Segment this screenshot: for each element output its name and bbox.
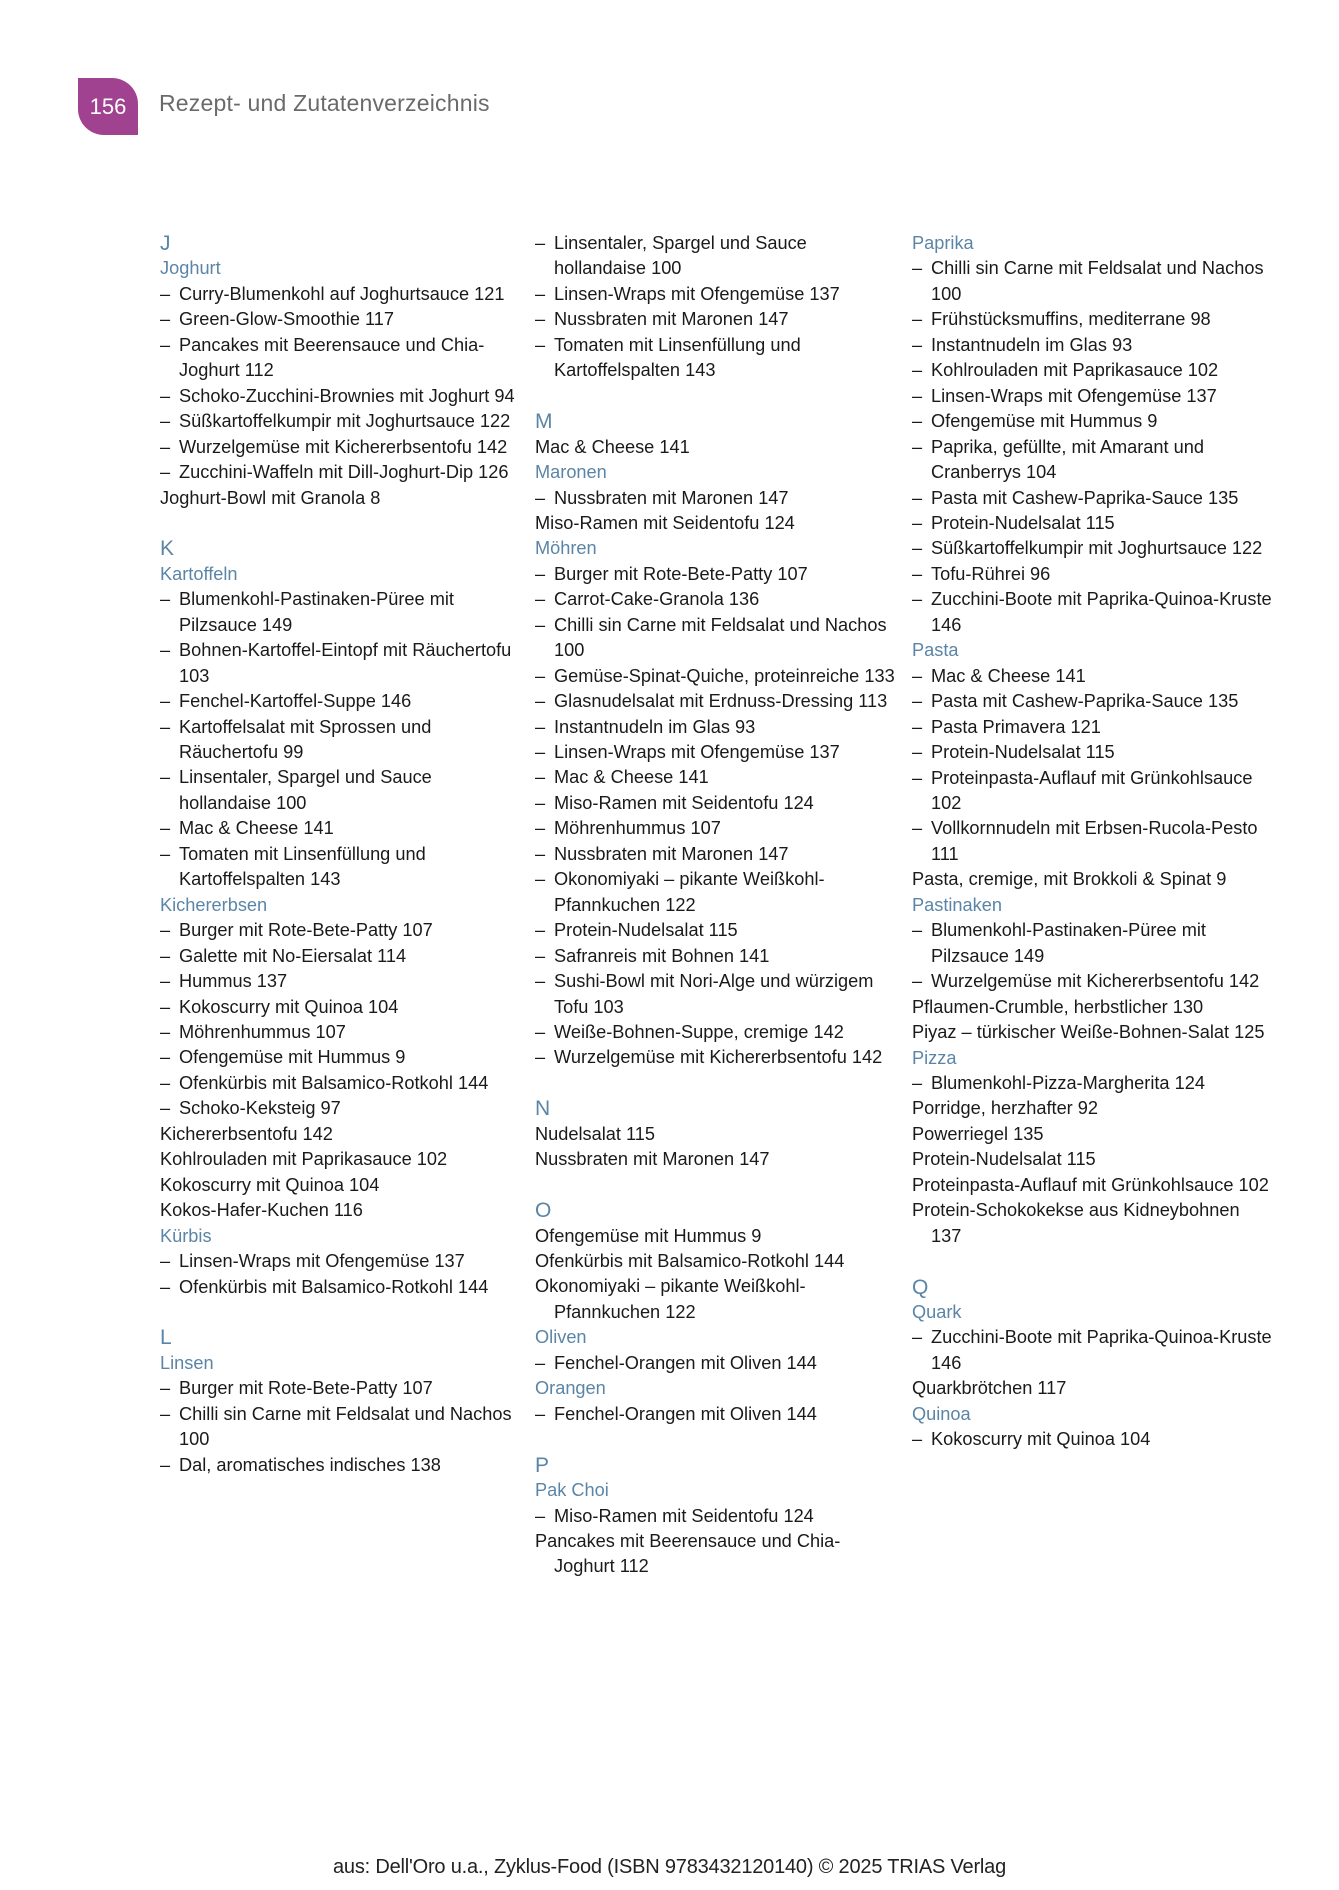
subentry-text: Safranreis mit Bohnen 141 [554,945,770,966]
dash-bullet-icon: – [535,665,546,686]
index-entry: Protein-Nudelsalat 115 [912,1149,1096,1170]
subentry-text: Miso-Ramen mit Seidentofu 124 [554,1505,814,1526]
subentry-text: Wurzelgemüse mit Kichererbsentofu 142 [931,971,1260,992]
subentry-text: Pasta mit Cashew-Paprika-Sauce 135 [931,691,1239,712]
ingredient-heading: Möhren [535,538,597,559]
dash-bullet-icon: – [912,385,923,406]
dash-bullet-icon: – [535,233,546,253]
index-subentry [912,384,1272,409]
index-entry: Pflaumen-Crumble, herbstlicher 130 [912,996,1204,1017]
dash-bullet-icon: – [160,385,171,406]
subentry-text: Glasnudelsalat mit Erdnuss-Dressing 113 [554,691,888,712]
index-subentry [912,740,1272,765]
subentry-text: Chilli sin Carne mit Feldsalat und Nachos 100 [179,1403,512,1450]
subentry-text: Proteinpasta-Auflauf mit Grünkohlsauce 102 [931,767,1253,813]
dash-bullet-icon: – [160,996,171,1017]
subentry-text: Kartoffelsalat mit Sprossen und Räuchertofu 99 [179,716,432,763]
dash-bullet-icon: – [160,283,171,304]
index-subentry [535,282,895,307]
ingredient-heading: Oliven [535,1327,587,1348]
letter-heading: Q [912,1275,929,1299]
subentry-text: Frühstücksmuffins, mediterrane 98 [931,309,1211,330]
ingredient-heading: Kürbis [160,1225,212,1246]
index-subentry [160,689,520,714]
index-entry: Okonomiyaki – pikante Weißkohl-Pfannkuchen 122 [535,1276,806,1322]
index-subentry [160,587,520,638]
index-entry: Powerriegel 135 [912,1123,1044,1144]
dash-bullet-icon: – [912,818,923,839]
dash-bullet-icon: – [535,487,546,508]
dash-bullet-icon: – [160,589,171,610]
dash-bullet-icon: – [912,767,923,788]
subentry-text: Ofengemüse mit Hummus 9 [179,1047,406,1068]
subentry-text: Tomaten mit Linsenfüllung und Kartoffelspalten 143 [179,843,426,890]
index-subentry [160,1071,520,1096]
subentry-text: Ofenkürbis mit Balsamico-Rotkohl 144 [179,1072,489,1093]
subentry-text: Wurzelgemüse mit Kichererbsentofu 142 [179,436,508,457]
subentry-text: Fenchel-Orangen mit Oliven 144 [554,1403,817,1424]
dash-bullet-icon: – [535,843,546,864]
dash-bullet-icon: – [535,945,546,966]
subentry-text: Hummus 137 [179,971,288,992]
ingredient-heading: Kichererbsen [160,894,268,915]
index-subentry [160,969,520,994]
subentry-text: Sushi-Bowl mit Nori-Alge und würzigem Tofu 103 [554,971,874,1017]
index-subentry [912,1427,1272,1452]
index-entry: Porridge, herzhafter 92 [912,1098,1099,1119]
dash-bullet-icon: – [535,971,546,992]
dash-bullet-icon: – [912,1072,923,1093]
page-number-badge [78,78,138,135]
letter-heading: O [535,1199,552,1223]
subentry-text: Blumenkohl-Pastinaken-Püree mit Pilzsauce 149 [931,920,1206,966]
index-entry: Pasta, cremige, mit Brokkoli & Spinat 9 [912,869,1227,890]
subentry-text: Chilli sin Carne mit Feldsalat und Nachos 100 [931,258,1264,304]
dash-bullet-icon: – [912,742,923,763]
index-subentry [160,460,520,485]
index-subentry [160,1045,520,1070]
ingredient-heading: Pizza [912,1047,957,1068]
dash-bullet-icon: – [535,1047,546,1068]
subentry-text: Protein-Nudelsalat 115 [931,512,1115,533]
index-subentry [912,333,1272,358]
index-subentry [160,435,520,460]
dash-bullet-icon: – [535,742,546,763]
ingredient-heading: Kartoffeln [160,563,238,584]
source-footer: aus: Dell'Oro u.a., Zyklus-Food (ISBN 9783432120140) © 2025 TRIAS Verlag [332,1856,1007,1878]
subentry-text: Miso-Ramen mit Seidentofu 124 [554,792,814,813]
index-entry: Nudelsalat 115 [535,1123,655,1144]
subentry-text: Carrot-Cake-Granola 136 [554,589,760,610]
subentry-text: Kokoscurry mit Quinoa 104 [931,1429,1151,1450]
index-subentry [160,918,520,943]
dash-bullet-icon: – [912,589,923,610]
index-subentry [535,1402,895,1427]
index-subentry [912,689,1272,714]
ingredient-heading: Linsen [160,1352,214,1373]
dash-bullet-icon: – [912,665,923,686]
index-subentry [535,333,895,384]
index-subentry [535,231,895,282]
subentry-text: Kokoscurry mit Quinoa 104 [179,996,399,1017]
dash-bullet-icon: – [160,1403,171,1424]
dash-bullet-icon: – [160,843,171,864]
ingredient-heading: Orangen [535,1378,606,1399]
dash-bullet-icon: – [912,487,923,508]
index-entry: Protein-Schokokekse aus Kidneybohnen 137 [912,1200,1240,1246]
index-subentry [912,435,1272,486]
index-subentry [912,511,1272,536]
dash-bullet-icon: – [912,971,923,992]
dash-bullet-icon: – [160,1047,171,1068]
subentry-text: Chilli sin Carne mit Feldsalat und Nachos 100 [554,614,887,661]
dash-bullet-icon: – [535,716,546,737]
subentry-text: Mac & Cheese 141 [554,767,709,788]
index-subentry [535,1504,895,1529]
subentry-text: Tomaten mit Linsenfüllung und Kartoffelspalten 143 [554,334,801,381]
index-entry: Ofenkürbis mit Balsamico-Rotkohl 144 [535,1251,845,1272]
dash-bullet-icon: – [160,334,171,355]
index-subentry [535,1020,895,1045]
dash-bullet-icon: – [160,920,171,941]
index-subentry [535,307,895,332]
index-subentry [160,282,520,307]
subentry-text: Wurzelgemüse mit Kichererbsentofu 142 [554,1047,883,1068]
index-subentry [160,1096,520,1121]
dash-bullet-icon: – [912,563,923,584]
dash-bullet-icon: – [912,360,923,381]
dash-bullet-icon: – [535,920,546,941]
subentry-text: Pancakes mit Beerensauce und Chia-Joghurt 112 [179,334,485,381]
subentry-text: Süßkartoffelkumpir mit Joghurtsauce 122 [931,538,1263,559]
subentry-text: Linsentaler, Spargel und Sauce hollandaise 100 [179,767,432,813]
ingredient-heading: Joghurt [160,258,221,279]
ingredient-heading: Quark [912,1302,962,1322]
dash-bullet-icon: – [912,1327,923,1348]
subentry-text: Möhrenhummus 107 [554,818,721,839]
ingredient-heading: Pak Choi [535,1480,609,1501]
index-subentry [160,409,520,434]
index-subentry [160,842,520,893]
index-subentry [160,1376,520,1401]
dash-bullet-icon: – [912,920,923,941]
index-subentry [535,689,895,714]
ingredient-heading: Pastinaken [912,894,1002,915]
subentry-text: Mac & Cheese 141 [931,665,1086,686]
subentry-text: Pasta Primavera 121 [931,716,1101,737]
index-subentry [535,1351,895,1376]
dash-bullet-icon: – [912,334,923,355]
subentry-text: Ofenkürbis mit Balsamico-Rotkohl 144 [179,1276,489,1297]
subentry-text: Linsentaler, Spargel und Sauce hollandaise 100 [554,233,807,279]
index-subentry [535,765,895,790]
index-subentry [160,995,520,1020]
index-subentry [160,765,520,816]
subentry-text: Zucchini-Waffeln mit Dill-Joghurt-Dip 126 [179,462,509,483]
index-subentry [912,307,1272,332]
subentry-text: Schoko-Keksteig 97 [179,1098,341,1119]
index-subentry [912,1325,1272,1376]
dash-bullet-icon: – [912,309,923,330]
index-column-1 [160,231,520,1478]
index-subentry [160,1402,520,1453]
dash-bullet-icon: – [160,1276,171,1297]
subentry-text: Zucchini-Boote mit Paprika-Quinoa-Kruste 146 [931,589,1272,635]
subentry-text: Protein-Nudelsalat 115 [931,742,1115,763]
index-subentry [912,358,1272,383]
index-subentry [912,256,1272,307]
dash-bullet-icon: – [160,1098,171,1119]
index-subentry [160,384,520,409]
dash-bullet-icon: – [160,818,171,839]
index-subentry [160,1020,520,1045]
ingredient-heading: Maronen [535,462,607,483]
index-subentry [535,842,895,867]
index-entry: Kokos-Hafer-Kuchen 116 [160,1200,363,1221]
index-subentry [535,867,895,918]
index-subentry [535,918,895,943]
index-subentry [160,715,520,766]
index-subentry [535,1045,895,1070]
index-column-2 [535,231,895,1580]
dash-bullet-icon: – [535,818,546,839]
subentry-text: Blumenkohl-Pastinaken-Püree mit Pilzsauce 149 [179,589,454,635]
index-subentry [535,944,895,969]
index-subentry [535,587,895,612]
index-subentry [535,740,895,765]
dash-bullet-icon: – [535,1022,546,1043]
index-subentry [535,969,895,1020]
letter-heading: M [535,410,553,434]
ingredient-heading: Quinoa [912,1403,971,1424]
subentry-text: Fenchel-Orangen mit Oliven 144 [554,1352,817,1373]
letter-heading: P [535,1453,550,1477]
dash-bullet-icon: – [160,691,171,712]
subentry-text: Burger mit Rote-Bete-Patty 107 [554,563,808,584]
index-entry: Joghurt-Bowl mit Granola 8 [160,487,381,508]
subentry-text: Schoko-Zucchini-Brownies mit Joghurt 94 [179,385,515,406]
subentry-text: Tofu-Rührei 96 [931,563,1051,584]
index-entry: Kichererbsentofu 142 [160,1123,333,1144]
dash-bullet-icon: – [160,309,171,330]
index-subentry [160,1249,520,1274]
dash-bullet-icon: – [160,767,171,788]
index-entry: Pancakes mit Beerensauce und Chia-Joghurt 112 [535,1530,841,1577]
index-subentry [160,1453,520,1478]
index-subentry [912,969,1272,994]
subentry-text: Burger mit Rote-Bete-Patty 107 [179,1378,433,1399]
index-subentry [912,816,1272,867]
subentry-text: Curry-Blumenkohl auf Joghurtsauce 121 [179,283,505,304]
dash-bullet-icon: – [535,614,546,635]
letter-heading: K [160,537,175,561]
subentry-text: Vollkornnudeln mit Erbsen-Rucola-Pesto 111 [931,818,1258,864]
subentry-text: Ofengemüse mit Hummus 9 [931,411,1158,432]
index-entry: Nussbraten mit Maronen 147 [535,1149,770,1170]
dash-bullet-icon: – [535,1505,546,1526]
dash-bullet-icon: – [912,691,923,712]
subentry-text: Burger mit Rote-Bete-Patty 107 [179,920,433,941]
index-subentry [160,333,520,384]
index-entry: Proteinpasta-Auflauf mit Grünkohlsauce 102 [912,1174,1269,1195]
index-entry: Miso-Ramen mit Seidentofu 124 [535,512,795,533]
subentry-text: Instantnudeln im Glas 93 [931,334,1133,355]
index-subentry [535,664,895,689]
subentry-text: Nussbraten mit Maronen 147 [554,843,789,864]
letter-heading: J [160,232,171,255]
subentry-text: Protein-Nudelsalat 115 [554,920,738,941]
index-subentry [535,715,895,740]
dash-bullet-icon: – [160,971,171,992]
page-number: 156 [89,93,127,119]
subentry-text: Linsen-Wraps mit Ofengemüse 137 [554,742,840,763]
dash-bullet-icon: – [535,334,546,355]
dash-bullet-icon: – [160,436,171,457]
subentry-text: Blumenkohl-Pizza-Margherita 124 [931,1072,1205,1093]
dash-bullet-icon: – [535,767,546,788]
subentry-text: Pasta mit Cashew-Paprika-Sauce 135 [931,487,1239,508]
index-subentry [535,613,895,664]
index-subentry [912,918,1272,969]
subentry-text: Linsen-Wraps mit Ofengemüse 137 [179,1251,465,1272]
index-entry: Quarkbrötchen 117 [912,1378,1067,1399]
index-entry: Ofengemüse mit Hummus 9 [535,1225,762,1246]
dash-bullet-icon: – [160,411,171,432]
dash-bullet-icon: – [160,716,171,737]
index-entry: Piyaz – türkischer Weiße-Bohnen-Salat 125 [912,1022,1265,1043]
index-subentry [535,791,895,816]
subentry-text: Nussbraten mit Maronen 147 [554,309,789,330]
index-subentry [912,766,1272,817]
dash-bullet-icon: – [912,436,923,457]
index-subentry [912,562,1272,587]
dash-bullet-icon: – [912,1429,923,1450]
dash-bullet-icon: – [535,1403,546,1424]
index-subentry [535,486,895,511]
subentry-text: Fenchel-Kartoffel-Suppe 146 [179,691,412,712]
dash-bullet-icon: – [535,869,546,890]
dash-bullet-icon: – [535,589,546,610]
subentry-text: Paprika, gefüllte, mit Amarant und Cranberrys 104 [931,436,1204,483]
subentry-text: Green-Glow-Smoothie 117 [179,309,394,330]
index-entry: Kohlrouladen mit Paprikasauce 102 [160,1149,448,1170]
index-subentry [912,664,1272,689]
index-subentry [535,562,895,587]
ingredient-heading: Paprika [912,233,974,253]
subentry-text: Bohnen-Kartoffel-Eintopf mit Räuchertofu 103 [179,640,512,686]
dash-bullet-icon: – [160,640,171,661]
index-subentry [912,1071,1272,1096]
dash-bullet-icon: – [912,411,923,432]
subentry-text: Zucchini-Boote mit Paprika-Quinoa-Kruste 146 [931,1327,1272,1373]
index-entry: Kokoscurry mit Quinoa 104 [160,1174,380,1195]
running-title: Rezept- und Zutatenverzeichnis [159,90,490,116]
index-subentry [535,816,895,841]
dash-bullet-icon: – [912,538,923,559]
subentry-text: Okonomiyaki – pikante Weißkohl-Pfannkuchen 122 [554,869,825,915]
index-subentry [160,944,520,969]
index-subentry [160,638,520,689]
index-column-3 [912,231,1272,1453]
index-subentry [160,1275,520,1300]
subentry-text: Dal, aromatisches indisches 138 [179,1454,441,1475]
index-entry: Mac & Cheese 141 [535,436,690,457]
dash-bullet-icon: – [535,1352,546,1373]
dash-bullet-icon: – [160,1454,171,1475]
index-subentry [912,715,1272,740]
index-subentry [912,486,1272,511]
subentry-text: Möhrenhummus 107 [179,1022,346,1042]
dash-bullet-icon: – [535,691,546,712]
dash-bullet-icon: – [160,1072,171,1093]
subentry-text: Kohlrouladen mit Paprikasauce 102 [931,360,1219,381]
index-subentry [160,307,520,332]
subentry-text: Süßkartoffelkumpir mit Joghurtsauce 122 [179,411,511,432]
subentry-text: Linsen-Wraps mit Ofengemüse 137 [554,283,840,304]
dash-bullet-icon: – [912,258,923,279]
dash-bullet-icon: – [160,462,171,483]
dash-bullet-icon: – [160,1378,171,1399]
dash-bullet-icon: – [160,1022,171,1042]
subentry-text: Instantnudeln im Glas 93 [554,716,756,737]
subentry-text: Gemüse-Spinat-Quiche, proteinreiche 133 [554,665,895,686]
dash-bullet-icon: – [535,309,546,330]
letter-heading: L [160,1326,172,1350]
index-subentry [912,409,1272,434]
subentry-text: Linsen-Wraps mit Ofengemüse 137 [931,385,1217,406]
dash-bullet-icon: – [160,945,171,966]
dash-bullet-icon: – [535,283,546,304]
dash-bullet-icon: – [160,1251,171,1272]
index-subentry [912,587,1272,638]
dash-bullet-icon: – [912,716,923,737]
ingredient-heading: Pasta [912,640,959,661]
subentry-text: Nussbraten mit Maronen 147 [554,487,789,508]
dash-bullet-icon: – [535,792,546,813]
dash-bullet-icon: – [535,563,546,584]
index-subentry [912,536,1272,561]
index-subentry [160,816,520,841]
dash-bullet-icon: – [912,512,923,533]
subentry-text: Galette mit No-Eiersalat 114 [179,945,407,966]
letter-heading: N [535,1097,551,1121]
subentry-text: Weiße-Bohnen-Suppe, cremige 142 [554,1022,844,1043]
subentry-text: Mac & Cheese 141 [179,818,334,839]
